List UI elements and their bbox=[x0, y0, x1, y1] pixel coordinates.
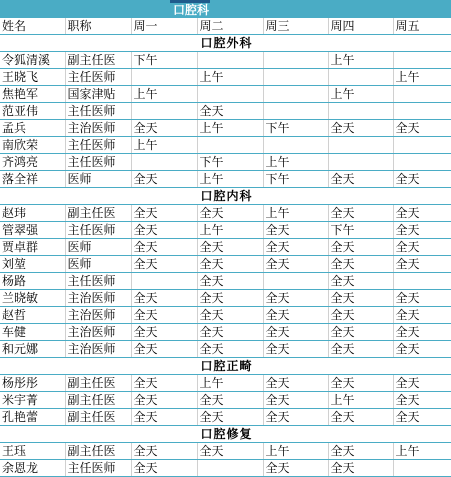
section-title: 口腔外科 bbox=[0, 35, 451, 52]
doctor-name-cell: 王晓飞 bbox=[0, 69, 65, 86]
header-title: 职称 bbox=[65, 18, 131, 35]
wednesday-cell bbox=[263, 69, 328, 86]
wednesday-cell bbox=[263, 137, 328, 154]
wednesday-cell: 全天 bbox=[263, 341, 328, 358]
table-row bbox=[0, 137, 451, 154]
friday-cell: 全天 bbox=[393, 375, 451, 392]
monday-cell: 下午 bbox=[131, 52, 197, 69]
tuesday-cell: 上午 bbox=[197, 69, 263, 86]
friday-cell bbox=[393, 52, 451, 69]
doctor-name-cell: 南欣荣 bbox=[0, 137, 65, 154]
table-row bbox=[0, 375, 451, 392]
thursday-cell bbox=[328, 103, 393, 120]
doctor-name-cell: 孔艳蕾 bbox=[0, 409, 65, 426]
friday-cell: 上午 bbox=[393, 443, 451, 460]
doctor-title-cell: 医师 bbox=[65, 171, 131, 188]
doctor-name-cell: 刘堃 bbox=[0, 256, 65, 273]
friday-cell: 全天 bbox=[393, 222, 451, 239]
monday-cell: 全天 bbox=[131, 239, 197, 256]
doctor-name-cell: 令狐清溪 bbox=[0, 52, 65, 69]
section-title: 口腔内科 bbox=[0, 188, 451, 205]
table-row bbox=[0, 239, 451, 256]
friday-cell: 全天 bbox=[393, 239, 451, 256]
table-row bbox=[0, 222, 451, 239]
doctor-title-cell: 副主任医 bbox=[65, 205, 131, 222]
thursday-cell: 上午 bbox=[328, 52, 393, 69]
doctor-title-cell: 主治医师 bbox=[65, 290, 131, 307]
monday-cell: 全天 bbox=[131, 409, 197, 426]
doctor-title-cell: 主治医师 bbox=[65, 341, 131, 358]
thursday-cell: 全天 bbox=[328, 171, 393, 188]
monday-cell bbox=[131, 69, 197, 86]
friday-cell: 全天 bbox=[393, 256, 451, 273]
tuesday-cell: 全天 bbox=[197, 239, 263, 256]
header-wednesday: 周三 bbox=[263, 18, 328, 35]
wednesday-cell bbox=[263, 86, 328, 103]
doctor-title-cell: 主任医师 bbox=[65, 460, 131, 477]
wednesday-cell: 全天 bbox=[263, 392, 328, 409]
schedule-table bbox=[0, 18, 451, 477]
monday-cell: 全天 bbox=[131, 256, 197, 273]
table-row bbox=[0, 69, 451, 86]
monday-cell: 全天 bbox=[131, 460, 197, 477]
thursday-cell: 全天 bbox=[328, 205, 393, 222]
doctor-name-cell: 孟兵 bbox=[0, 120, 65, 137]
table-row bbox=[0, 273, 451, 290]
tuesday-cell: 上午 bbox=[197, 120, 263, 137]
table-row bbox=[0, 171, 451, 188]
monday-cell: 全天 bbox=[131, 392, 197, 409]
friday-cell: 全天 bbox=[393, 290, 451, 307]
tuesday-cell: 全天 bbox=[197, 324, 263, 341]
monday-cell: 全天 bbox=[131, 307, 197, 324]
doctor-title-cell: 主治医师 bbox=[65, 120, 131, 137]
section-title: 口腔正畸 bbox=[0, 358, 451, 375]
tuesday-cell: 全天 bbox=[197, 443, 263, 460]
doctor-name-cell: 杨彤彤 bbox=[0, 375, 65, 392]
doctor-title-cell: 主任医师 bbox=[65, 103, 131, 120]
wednesday-cell: 全天 bbox=[263, 409, 328, 426]
wednesday-cell bbox=[263, 273, 328, 290]
table-row bbox=[0, 290, 451, 307]
header-name: 姓名 bbox=[0, 18, 65, 35]
doctor-title-cell: 主任医师 bbox=[65, 222, 131, 239]
tuesday-cell: 全天 bbox=[197, 392, 263, 409]
tuesday-cell: 全天 bbox=[197, 341, 263, 358]
wednesday-cell: 全天 bbox=[263, 239, 328, 256]
title-bar bbox=[0, 0, 451, 18]
table-row bbox=[0, 205, 451, 222]
monday-cell bbox=[131, 154, 197, 171]
thursday-cell bbox=[328, 154, 393, 171]
doctor-name-cell: 赵哲 bbox=[0, 307, 65, 324]
thursday-cell: 全天 bbox=[328, 307, 393, 324]
doctor-title-cell: 主治医师 bbox=[65, 307, 131, 324]
friday-cell bbox=[393, 103, 451, 120]
wednesday-cell: 全天 bbox=[263, 307, 328, 324]
tuesday-cell: 上午 bbox=[197, 222, 263, 239]
monday-cell: 全天 bbox=[131, 324, 197, 341]
doctor-name-cell: 落全祥 bbox=[0, 171, 65, 188]
monday-cell: 全天 bbox=[131, 341, 197, 358]
thursday-cell: 全天 bbox=[328, 375, 393, 392]
wednesday-cell: 下午 bbox=[263, 171, 328, 188]
doctor-name-cell: 余恩龙 bbox=[0, 460, 65, 477]
monday-cell: 全天 bbox=[131, 290, 197, 307]
section-header-row bbox=[0, 188, 451, 205]
header-tuesday: 周二 bbox=[197, 18, 263, 35]
doctor-title-cell: 医师 bbox=[65, 256, 131, 273]
thursday-cell: 全天 bbox=[328, 409, 393, 426]
friday-cell: 全天 bbox=[393, 409, 451, 426]
tuesday-cell: 全天 bbox=[197, 103, 263, 120]
table-row bbox=[0, 103, 451, 120]
table-row bbox=[0, 52, 451, 69]
doctor-name-cell: 贾卓群 bbox=[0, 239, 65, 256]
doctor-title-cell: 主任医师 bbox=[65, 154, 131, 171]
friday-cell bbox=[393, 86, 451, 103]
thursday-cell: 下午 bbox=[328, 222, 393, 239]
doctor-title-cell: 主任医师 bbox=[65, 69, 131, 86]
wednesday-cell: 全天 bbox=[263, 256, 328, 273]
table-row bbox=[0, 341, 451, 358]
monday-cell: 全天 bbox=[131, 443, 197, 460]
section-header-row bbox=[0, 426, 451, 443]
monday-cell: 全天 bbox=[131, 222, 197, 239]
doctor-title-cell: 副主任医 bbox=[65, 443, 131, 460]
doctor-title-cell: 主任医师 bbox=[65, 273, 131, 290]
doctor-title-cell: 国家津贴 bbox=[65, 86, 131, 103]
table-row bbox=[0, 392, 451, 409]
monday-cell: 上午 bbox=[131, 137, 197, 154]
doctor-name-cell: 管翠强 bbox=[0, 222, 65, 239]
thursday-cell: 全天 bbox=[328, 341, 393, 358]
table-row bbox=[0, 307, 451, 324]
doctor-name-cell: 焦艳军 bbox=[0, 86, 65, 103]
tuesday-cell: 上午 bbox=[197, 171, 263, 188]
section-header-row bbox=[0, 35, 451, 52]
friday-cell: 上午 bbox=[393, 69, 451, 86]
monday-cell bbox=[131, 103, 197, 120]
wednesday-cell: 上午 bbox=[263, 205, 328, 222]
friday-cell: 全天 bbox=[393, 171, 451, 188]
thursday-cell: 全天 bbox=[328, 120, 393, 137]
doctor-title-cell: 副主任医 bbox=[65, 409, 131, 426]
doctor-name-cell: 和元娜 bbox=[0, 341, 65, 358]
table-row bbox=[0, 120, 451, 137]
thursday-cell: 全天 bbox=[328, 290, 393, 307]
thursday-cell bbox=[328, 137, 393, 154]
tuesday-cell: 全天 bbox=[197, 256, 263, 273]
table-row bbox=[0, 460, 451, 477]
doctor-title-cell: 主治医师 bbox=[65, 324, 131, 341]
friday-cell bbox=[393, 154, 451, 171]
tuesday-cell: 全天 bbox=[197, 307, 263, 324]
tuesday-cell bbox=[197, 52, 263, 69]
table-row bbox=[0, 443, 451, 460]
doctor-name-cell: 杨路 bbox=[0, 273, 65, 290]
sheet-title: 口腔科 bbox=[172, 3, 209, 17]
wednesday-cell bbox=[263, 103, 328, 120]
table-row bbox=[0, 256, 451, 273]
thursday-cell: 全天 bbox=[328, 324, 393, 341]
tuesday-cell: 全天 bbox=[197, 409, 263, 426]
doctor-name-cell: 王珏 bbox=[0, 443, 65, 460]
wednesday-cell: 全天 bbox=[263, 324, 328, 341]
tuesday-cell: 全天 bbox=[197, 273, 263, 290]
header-friday: 周五 bbox=[393, 18, 451, 35]
doctor-title-cell: 副主任医 bbox=[65, 52, 131, 69]
doctor-name-cell: 范亚伟 bbox=[0, 103, 65, 120]
wednesday-cell: 全天 bbox=[263, 290, 328, 307]
monday-cell: 全天 bbox=[131, 171, 197, 188]
doctor-name-cell: 兰晓敏 bbox=[0, 290, 65, 307]
tuesday-cell: 全天 bbox=[197, 290, 263, 307]
tuesday-cell: 上午 bbox=[197, 375, 263, 392]
monday-cell: 全天 bbox=[131, 120, 197, 137]
doctor-title-cell: 副主任医 bbox=[65, 375, 131, 392]
section-header-row bbox=[0, 358, 451, 375]
friday-cell bbox=[393, 137, 451, 154]
schedule-body bbox=[0, 18, 451, 477]
friday-cell: 全天 bbox=[393, 307, 451, 324]
wednesday-cell: 上午 bbox=[263, 443, 328, 460]
thursday-cell: 全天 bbox=[328, 443, 393, 460]
monday-cell: 上午 bbox=[131, 86, 197, 103]
thursday-cell bbox=[328, 69, 393, 86]
doctor-name-cell: 米宇菁 bbox=[0, 392, 65, 409]
tuesday-cell bbox=[197, 137, 263, 154]
thursday-cell: 全天 bbox=[328, 239, 393, 256]
friday-cell: 全天 bbox=[393, 324, 451, 341]
header-row bbox=[0, 18, 451, 35]
table-row bbox=[0, 324, 451, 341]
wednesday-cell bbox=[263, 52, 328, 69]
monday-cell: 全天 bbox=[131, 375, 197, 392]
doctor-title-cell: 副主任医 bbox=[65, 392, 131, 409]
friday-cell: 全天 bbox=[393, 341, 451, 358]
wednesday-cell: 上午 bbox=[263, 154, 328, 171]
wednesday-cell: 全天 bbox=[263, 375, 328, 392]
table-row bbox=[0, 409, 451, 426]
friday-cell: 全天 bbox=[393, 392, 451, 409]
wednesday-cell: 下午 bbox=[263, 120, 328, 137]
thursday-cell: 上午 bbox=[328, 86, 393, 103]
thursday-cell: 全天 bbox=[328, 256, 393, 273]
doctor-name-cell: 齐鸿亮 bbox=[0, 154, 65, 171]
wednesday-cell: 全天 bbox=[263, 222, 328, 239]
friday-cell: 全天 bbox=[393, 205, 451, 222]
tuesday-cell bbox=[197, 460, 263, 477]
monday-cell bbox=[131, 273, 197, 290]
header-thursday: 周四 bbox=[328, 18, 393, 35]
friday-cell bbox=[393, 460, 451, 477]
friday-cell: 全天 bbox=[393, 120, 451, 137]
doctor-title-cell: 医师 bbox=[65, 239, 131, 256]
tuesday-cell bbox=[197, 86, 263, 103]
wednesday-cell: 全天 bbox=[263, 460, 328, 477]
thursday-cell: 全天 bbox=[328, 460, 393, 477]
doctor-name-cell: 赵玮 bbox=[0, 205, 65, 222]
monday-cell: 全天 bbox=[131, 205, 197, 222]
thursday-cell: 全天 bbox=[328, 273, 393, 290]
section-title: 口腔修复 bbox=[0, 426, 451, 443]
thursday-cell: 上午 bbox=[328, 392, 393, 409]
table-row bbox=[0, 154, 451, 171]
tuesday-cell: 全天 bbox=[197, 205, 263, 222]
doctor-name-cell: 车健 bbox=[0, 324, 65, 341]
header-monday: 周一 bbox=[131, 18, 197, 35]
friday-cell bbox=[393, 273, 451, 290]
table-row bbox=[0, 86, 451, 103]
doctor-title-cell: 主任医师 bbox=[65, 137, 131, 154]
tuesday-cell: 下午 bbox=[197, 154, 263, 171]
